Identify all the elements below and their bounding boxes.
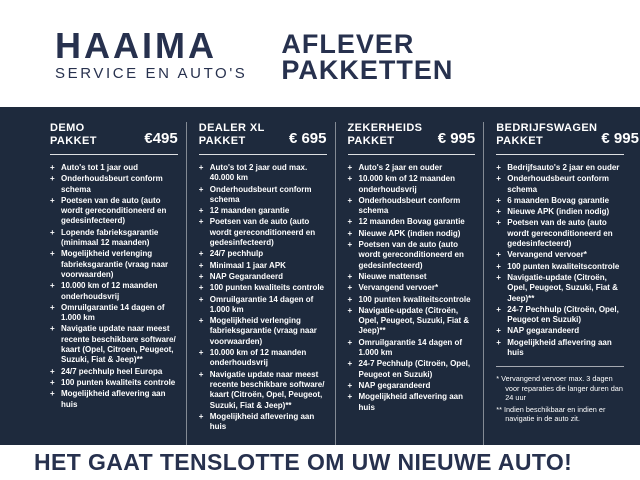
package-item bbox=[50, 196, 178, 227]
package-item bbox=[199, 249, 327, 259]
package-name-line2: PAKKET bbox=[50, 134, 97, 147]
package-item bbox=[50, 163, 178, 173]
package-item-text: Lopende fabrieksgarantie (minimaal 12 maanden) bbox=[61, 227, 159, 248]
package-item-text: Auto's tot 2 jaar oud max. 40.000 km bbox=[209, 163, 308, 183]
package-item-text: Nieuwe mattenset bbox=[358, 271, 427, 281]
plus-icon: + bbox=[496, 218, 501, 228]
package-price: € 995 bbox=[437, 130, 476, 147]
logo-tagline: SERVICE EN AUTO'S bbox=[55, 65, 248, 82]
package-item-text: Nieuwe APK (indien nodig) bbox=[358, 228, 461, 238]
package-item-text: Mogelijkheid aflevering aan huis bbox=[507, 337, 612, 358]
package-column bbox=[50, 122, 186, 445]
plus-icon: + bbox=[347, 359, 353, 369]
package-item bbox=[496, 163, 624, 173]
package-item bbox=[496, 218, 624, 249]
package-name-line1: DEALER XL bbox=[198, 122, 265, 134]
package-name-line2: PAKKET bbox=[347, 134, 395, 147]
plus-icon: + bbox=[496, 195, 501, 205]
package-item-text: Poetsen van de auto (auto wordt gereconditioneerd en gedesinfecteerd) bbox=[507, 218, 613, 249]
package-item bbox=[50, 367, 178, 377]
package-item-text: 10.000 km of 12 maanden onderhoudsvrij bbox=[61, 281, 158, 301]
package-name bbox=[348, 122, 423, 147]
plus-icon: + bbox=[50, 174, 55, 184]
package-item-text: Poetsen van de auto (auto wordt gereconditioneerd en gedesinfecteerd) bbox=[358, 240, 464, 270]
package-item-text: Mogelijkheid aflevering aan huis bbox=[209, 411, 315, 432]
page-title bbox=[281, 30, 453, 83]
package-item-text: 10.000 km of 12 maanden onderhoudsvrij bbox=[209, 348, 307, 368]
package-item bbox=[348, 338, 476, 359]
package-item-text: 100 punten kwaliteitscontrole bbox=[507, 261, 620, 271]
package-item-text: Mogelijkheid aflevering aan huis bbox=[61, 389, 166, 409]
footer bbox=[0, 445, 640, 480]
package-item-text: Mogelijkheid verlenging fabrieksgarantie (vraag naar voorwaarden) bbox=[209, 316, 317, 346]
package-item-list bbox=[199, 163, 327, 432]
package-item bbox=[496, 207, 624, 217]
package-item bbox=[199, 261, 327, 271]
plus-icon: + bbox=[198, 348, 204, 358]
package-name bbox=[199, 122, 265, 147]
package-item bbox=[199, 295, 327, 316]
plus-icon: + bbox=[347, 337, 353, 347]
plus-icon: + bbox=[496, 337, 501, 347]
plus-icon: + bbox=[198, 369, 204, 379]
package-header bbox=[199, 122, 327, 155]
package-item bbox=[348, 240, 476, 271]
plus-icon: + bbox=[50, 249, 55, 259]
package-footnotes bbox=[496, 366, 624, 424]
package-price: € 995 bbox=[601, 130, 639, 147]
plus-icon: + bbox=[198, 411, 204, 421]
package-item-text: Poetsen van de auto (auto wordt gereconditioneerd en gedesinfecteerd) bbox=[61, 195, 167, 226]
plus-icon: + bbox=[198, 260, 204, 270]
package-item-text: Minimaal 1 jaar APK bbox=[209, 260, 286, 270]
package-item bbox=[496, 305, 624, 326]
plus-icon: + bbox=[198, 316, 204, 326]
package-item bbox=[50, 249, 178, 280]
package-item-text: Poetsen van de auto (auto wordt gereconditioneerd en gedesinfecteerd) bbox=[209, 217, 316, 248]
package-item bbox=[199, 370, 327, 411]
package-item bbox=[199, 316, 327, 347]
package-item bbox=[348, 306, 476, 337]
package-header bbox=[50, 122, 178, 155]
package-item-text: Auto's tot 1 jaar oud bbox=[61, 163, 139, 172]
package-item bbox=[50, 281, 178, 302]
package-item-text: Onderhoudsbeurt conform schema bbox=[507, 174, 610, 194]
page-title-line2: PAKKETTEN bbox=[281, 55, 454, 85]
plus-icon: + bbox=[347, 163, 353, 172]
plus-icon: + bbox=[347, 380, 353, 390]
package-item bbox=[50, 303, 178, 324]
plus-icon: + bbox=[496, 326, 501, 336]
package-header bbox=[348, 122, 476, 155]
package-item-text: 12 maanden garantie bbox=[209, 206, 290, 216]
package-item-text: Auto's 2 jaar en ouder bbox=[358, 163, 443, 172]
package-item bbox=[348, 381, 476, 391]
package-name bbox=[496, 122, 597, 147]
package-item-text: Vervangend vervoer* bbox=[358, 283, 439, 293]
package-item bbox=[496, 326, 624, 336]
package-item-text: Onderhoudsbeurt conform schema bbox=[61, 174, 163, 194]
logo-name: HAAIMA bbox=[55, 25, 217, 66]
packages-band bbox=[0, 107, 640, 445]
package-item-text: 24-7 Pechhulp (Citroën, Opel, Peugeot en Suzuki) bbox=[358, 359, 471, 379]
plus-icon: + bbox=[347, 305, 353, 315]
package-item-text: 10.000 km of 12 maanden onderhoudsvrij bbox=[358, 174, 455, 194]
page-title-line1: AFLEVER bbox=[281, 29, 415, 59]
plus-icon: + bbox=[50, 324, 55, 334]
package-item bbox=[50, 228, 178, 249]
package-item-text: NAP Gegarandeerd bbox=[209, 271, 283, 281]
package-item bbox=[496, 273, 624, 304]
package-item-text: 24/7 pechhulp bbox=[209, 249, 264, 259]
package-price: €495 bbox=[144, 130, 178, 147]
package-item-text: Omruilgarantie 14 dagen of 1.000 km bbox=[209, 294, 314, 314]
package-item-text: Navigatie update naar meest recente beschikbare software/ kaart (Opel, Citroen, Peugeot, Suzuki, Fiat & Jeep)** bbox=[61, 324, 176, 365]
package-item-list bbox=[348, 163, 476, 413]
plus-icon: + bbox=[347, 228, 353, 238]
package-item bbox=[50, 389, 178, 410]
plus-icon: + bbox=[50, 389, 55, 399]
package-item bbox=[199, 217, 327, 248]
plus-icon: + bbox=[50, 163, 55, 172]
plus-icon: + bbox=[496, 207, 501, 217]
package-item bbox=[199, 272, 327, 282]
package-item bbox=[496, 262, 624, 272]
package-item bbox=[348, 283, 476, 293]
company-logo bbox=[55, 25, 248, 82]
plus-icon: + bbox=[496, 272, 501, 282]
plus-icon: + bbox=[496, 304, 501, 314]
package-column bbox=[483, 122, 639, 445]
footer-tagline: HET GAAT TENSLOTTE OM UW NIEUWE AUTO! bbox=[34, 449, 573, 475]
package-item-text: 24/7 pechhulp heel Europa bbox=[61, 366, 163, 376]
package-item bbox=[50, 378, 178, 388]
package-item-text: 24-7 Pechhulp (Citroën, Opel, Peugeot en Suzuki) bbox=[507, 304, 619, 325]
package-item bbox=[199, 412, 327, 433]
package-item-text: Navigatie-update (Citroën, Opel, Peugeot, Suzuki, Fiat & Jeep)** bbox=[507, 272, 618, 303]
plus-icon: + bbox=[496, 250, 501, 260]
package-item-text: NAP gegarandeerd bbox=[358, 380, 431, 390]
package-item bbox=[496, 250, 624, 260]
package-name-line2: PAKKET bbox=[198, 134, 246, 147]
package-item bbox=[199, 206, 327, 216]
plus-icon: + bbox=[198, 184, 204, 194]
package-item bbox=[348, 229, 476, 239]
package-item bbox=[199, 283, 327, 293]
plus-icon: + bbox=[347, 217, 353, 227]
package-item-list bbox=[496, 163, 624, 358]
package-item bbox=[348, 196, 476, 217]
plus-icon: + bbox=[347, 271, 353, 281]
package-item-text: NAP gegarandeerd bbox=[507, 326, 580, 336]
package-item bbox=[50, 174, 178, 195]
plus-icon: + bbox=[347, 392, 353, 402]
plus-icon: + bbox=[50, 195, 55, 205]
package-item-text: 12 maanden Bovag garantie bbox=[358, 217, 465, 227]
plus-icon: + bbox=[496, 163, 501, 172]
plus-icon: + bbox=[50, 227, 55, 237]
package-item bbox=[496, 338, 624, 359]
package-item-text: 6 maanden Bovag garantie bbox=[507, 195, 610, 205]
package-item-list bbox=[50, 163, 178, 410]
package-item bbox=[348, 295, 476, 305]
package-column bbox=[186, 122, 335, 445]
plus-icon: + bbox=[198, 217, 204, 227]
plus-icon: + bbox=[198, 163, 204, 172]
package-item bbox=[199, 348, 327, 369]
plus-icon: + bbox=[50, 377, 55, 387]
package-item bbox=[348, 359, 476, 380]
plus-icon: + bbox=[198, 294, 204, 304]
header bbox=[0, 0, 640, 107]
package-item-text: Vervangend vervoer* bbox=[507, 250, 587, 260]
package-item-text: Navigatie update naar meest recente beschikbare software/ kaart (Citroën, Opel, Peugeot, Suzuki, Fiat & Jeep)** bbox=[209, 369, 325, 410]
package-item bbox=[348, 217, 476, 227]
plus-icon: + bbox=[50, 302, 55, 312]
package-item-text: Omruilgarantie 14 dagen of 1.000 km bbox=[61, 302, 165, 323]
package-name-line2: PAKKET bbox=[496, 134, 544, 147]
package-item bbox=[496, 174, 624, 195]
plus-icon: + bbox=[198, 283, 204, 293]
plus-icon: + bbox=[347, 240, 353, 250]
package-item bbox=[50, 324, 178, 365]
package-item-text: Mogelijkheid aflevering aan huis bbox=[358, 392, 463, 412]
package-item bbox=[348, 163, 476, 173]
footnote: * Vervangend vervoer max. 3 dagen voor reparaties die langer duren dan 24 uur bbox=[496, 374, 623, 403]
package-item-text: Onderhoudsbeurt conform schema bbox=[358, 195, 461, 216]
package-item-text: Bedrijfsauto's 2 jaar en ouder bbox=[507, 163, 620, 172]
plus-icon: + bbox=[347, 283, 353, 293]
package-item-text: Onderhoudsbeurt conform schema bbox=[209, 184, 312, 204]
package-item bbox=[496, 196, 624, 206]
package-price: € 695 bbox=[288, 130, 327, 147]
packages-row bbox=[50, 122, 639, 445]
package-item bbox=[348, 174, 476, 195]
plus-icon: + bbox=[198, 249, 204, 259]
package-item-text: 100 punten kwaliteits controle bbox=[61, 377, 176, 387]
plus-icon: + bbox=[347, 195, 353, 205]
plus-icon: + bbox=[50, 366, 55, 376]
package-item-text: 100 punten kwaliteitscontrole bbox=[358, 294, 471, 304]
package-name bbox=[50, 122, 97, 147]
package-item-text: Omruilgarantie 14 dagen of 1.000 km bbox=[358, 337, 463, 358]
package-item bbox=[199, 163, 327, 184]
package-name-line1: DEMO bbox=[50, 122, 85, 134]
package-item bbox=[348, 272, 476, 282]
package-item bbox=[348, 392, 476, 413]
package-item-text: Navigatie-update (Citroën, Opel, Peugeot, Suzuki, Fiat & Jeep)** bbox=[358, 305, 470, 336]
plus-icon: + bbox=[347, 294, 353, 304]
package-header bbox=[496, 122, 639, 155]
plus-icon: + bbox=[198, 271, 204, 281]
package-name-line1: BEDRIJFSWAGEN bbox=[496, 122, 598, 134]
plus-icon: + bbox=[496, 174, 501, 184]
package-column bbox=[335, 122, 484, 445]
plus-icon: + bbox=[198, 206, 204, 216]
package-item-text: 100 punten kwaliteits controle bbox=[209, 283, 324, 293]
package-item-text: Mogelijkheid verlenging fabrieksgarantie (vraag naar voorwaarden) bbox=[61, 249, 169, 279]
package-item bbox=[199, 185, 327, 206]
package-item-text: Nieuwe APK (indien nodig) bbox=[507, 207, 610, 217]
footnote: ** Indien beschikbaar en indien er navigatie in de auto zit. bbox=[496, 404, 606, 424]
plus-icon: + bbox=[347, 174, 353, 184]
plus-icon: + bbox=[496, 261, 501, 271]
plus-icon: + bbox=[50, 281, 55, 291]
package-name-line1: ZEKERHEIDS bbox=[347, 122, 423, 134]
